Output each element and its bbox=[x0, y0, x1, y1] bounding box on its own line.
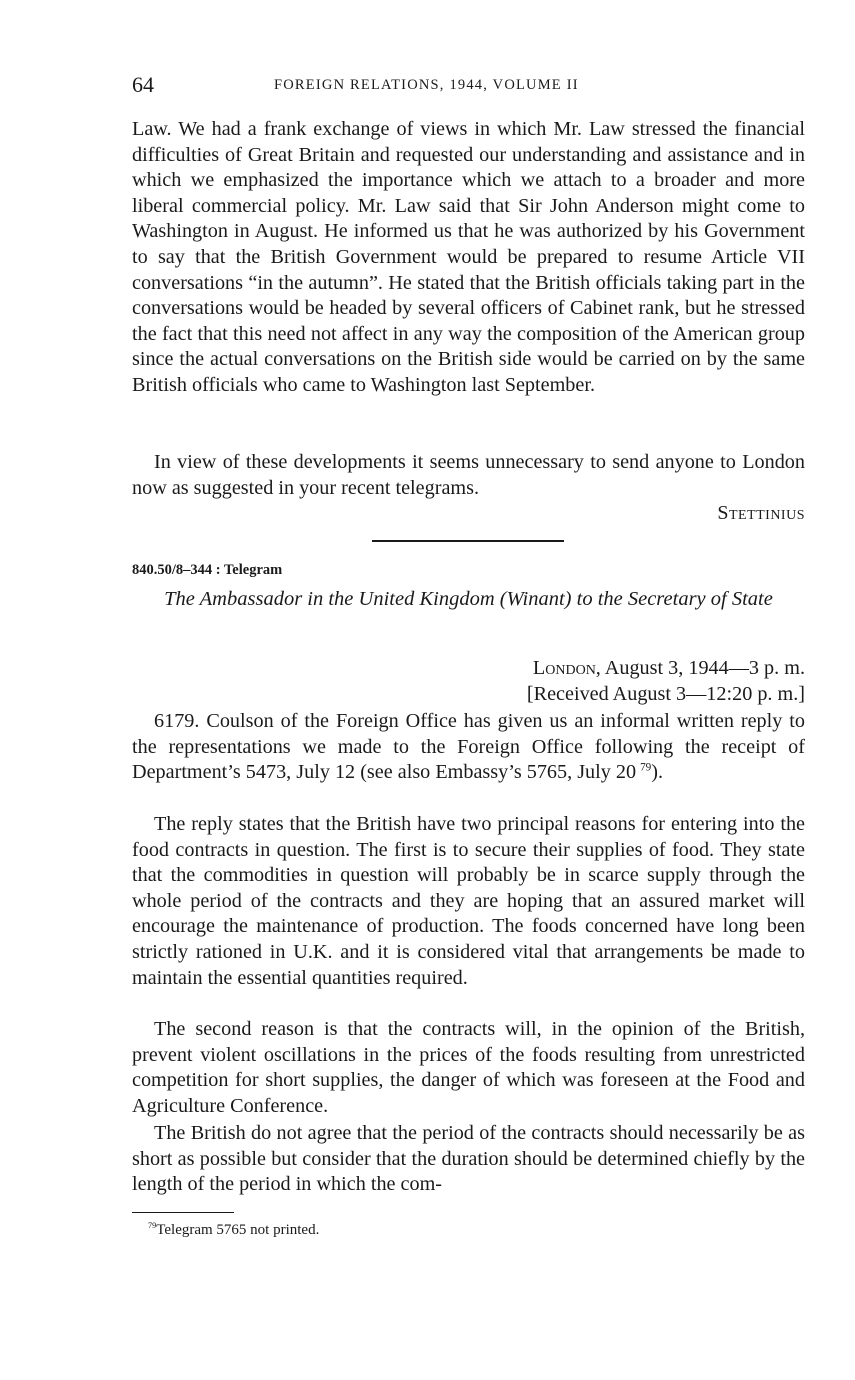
file-reference: 840.50/8–344 : Telegram bbox=[132, 562, 283, 578]
footnote bbox=[148, 1222, 319, 1239]
paragraph: The second reason is that the contracts will, in the opinion of the British, prevent violent oscillations in the prices of the foods resulting from unrestricted competition for short supplies, the danger of which was foreseen at the Food and Agriculture Conference. bbox=[132, 1018, 805, 1117]
paragraph: In view of these developments it seems unnecessary to send anyone to London now as suggested in your recent telegrams. bbox=[132, 451, 805, 499]
paragraph-text: ). bbox=[651, 761, 664, 784]
signature: Stettinius bbox=[717, 502, 805, 524]
section-divider bbox=[372, 540, 564, 542]
footnote-reference: 79 bbox=[640, 761, 652, 774]
footnote-text: Telegram 5765 not printed. bbox=[156, 1222, 320, 1238]
document-title: The Ambassador in the United Kingdom (Winant) to the Secretary of State bbox=[164, 588, 773, 610]
paragraph bbox=[132, 709, 805, 786]
footnote-number: 79 bbox=[148, 1221, 157, 1230]
dateline-date: August 3, 1944—3 p. m. bbox=[600, 657, 805, 679]
footnote-rule bbox=[132, 1212, 234, 1213]
received-line: [Received August 3—12:20 p. m.] bbox=[526, 683, 805, 705]
paragraph: The British do not agree that the period of the contracts should necessarily be as short as possible but consider that the duration should be determined chiefly by the length of the period in which the com- bbox=[132, 1122, 805, 1196]
paragraph-text: 6179. Coulson of the Foreign Office has given us an informal written reply to the representations we made to the Foreign Office following the receipt of Department’s 5473, July 12 (see also Embassy’s 5765, July 20 bbox=[132, 710, 805, 784]
paragraph: The reply states that the British have two principal reasons for entering into the food contracts in question. The first is to secure their supplies of food. They state that the commodities in question will probably be in scarce supply through the whole period of the contracts and they are hoping that an assured market will encourage the maintenance of production. The foods concerned have long been strictly rationed in U.K. and it is considered vital that arrangements be made to maintain the essential quantities required. bbox=[132, 813, 805, 989]
page-number: 64 bbox=[132, 72, 154, 97]
paragraph: Law. We had a frank exchange of views in which Mr. Law stressed the financial difficulties of Great Britain and requested our understanding and assistance and in which we emphasized the importance which we attach to a broader and more liberal commercial policy. Mr. Law said that Sir John Anderson might come to Washington in August. He informed us that he was authorized by his Government to say that the British Government would be prepared to resume Article VII conversations “in the autumn”. He stated that the British officials taking part in the conversations would be headed by several officers of Cabinet rank, but he stressed the fact that this need not affect in any way the composition of the American group since the actual conversations on the British side would be carried on by the same British officials who came to Washington last September. bbox=[132, 118, 805, 396]
dateline bbox=[533, 657, 805, 680]
dateline-place: London, bbox=[532, 657, 601, 679]
running-title: FOREIGN RELATIONS, 1944, VOLUME II bbox=[274, 77, 579, 93]
running-head bbox=[132, 72, 805, 102]
